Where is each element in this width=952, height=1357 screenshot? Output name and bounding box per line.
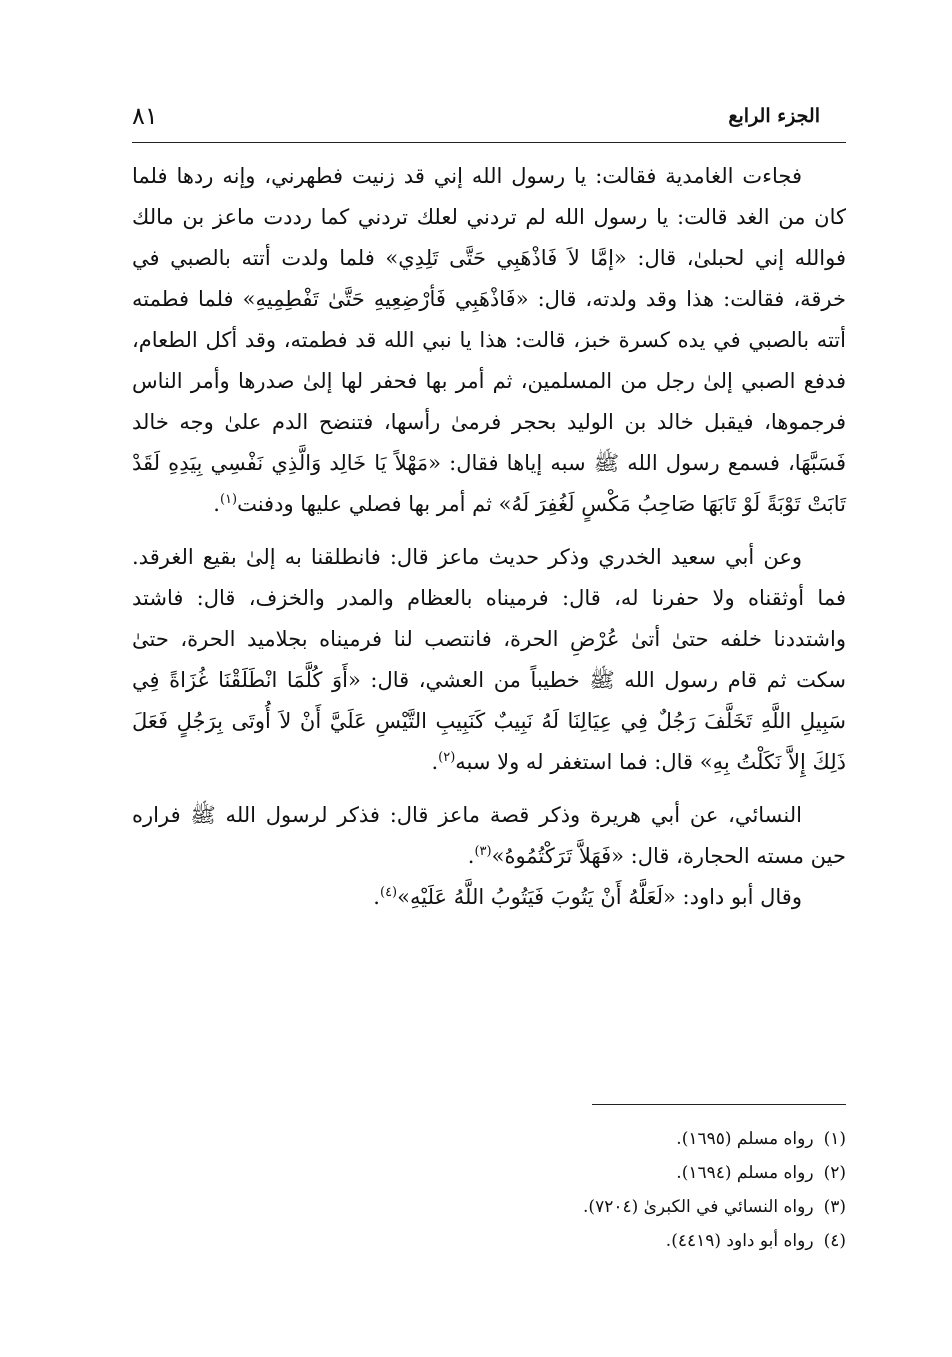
paragraph-end-mark: . [431,750,439,774]
paragraph-ghamidiya [132,156,846,525]
footnote-text: رواه مسلم (١٦٩٥). [676,1129,814,1149]
footnote-rule [592,1104,846,1105]
footnote-number: (٣) [823,1197,846,1217]
footnote-text: رواه النسائي في الكبرىٰ (٧٢٠٤). [583,1197,814,1217]
footnote-text: رواه أبو داود (٤٤١٩). [665,1231,814,1251]
page-header [132,98,820,134]
body-text [132,156,846,930]
footnotes [300,1122,846,1258]
paragraph-end-mark: . [467,844,475,868]
footnote-text: رواه مسلم (١٦٩٤). [676,1163,814,1183]
footnote-number: (٢) [823,1163,846,1183]
footnote-item [300,1224,846,1258]
footnote-item [300,1122,846,1156]
footnote-number: (١) [823,1129,846,1149]
paragraph-text: النسائي، عن أبي هريرة وذكر قصة ماعز قال: فذكر لرسول الله ﷺ فراره حين مسته الحجارة، قال: «فَهَلاَّ تَرَكْتُمُوهُ» [132,803,846,868]
paragraph-abu-dawud [132,877,846,918]
footnote-ref: (١) [219,492,238,507]
paragraph-end-mark: . [213,492,220,516]
footnote-ref: (٢) [438,750,456,765]
page-number: ٨١ [132,102,158,130]
footnote-number: (٤) [823,1231,846,1251]
paragraph-abu-said [132,537,846,783]
running-title: الجزء الرابع [728,105,820,127]
footnote-item [300,1190,846,1224]
paragraph-text: وقال أبو داود: «لَعَلَّهُ أَنْ يَتُوبَ فَيَتُوبُ اللَّهُ عَلَيْهِ» [397,885,802,909]
footnote-item [300,1156,846,1190]
paragraph-text: فجاءت الغامدية فقالت: يا رسول الله إني قد زنيت فطهرني، وإنه ردها فلما كان من الغد قالت: يا رسول الله لم تردني لعلك تردني كما رددت ماعز بن مالك فوالله إني لحبلىٰ، قال: «إمَّا لاَ فَاذْهَبِي حَتَّى تَلِدِي» فلما ولدت أتته بالصبي في خرقة، فقالت: هذا وقد ولدته، قال: «فَاذْهَبِي فَأرْضِعِيهِ حَتَّىٰ تَفْطِمِيهِ» فلما فطمته أتته بالصبي في يده كسرة خبز، قالت: هذا يا نبي الله قد فطمته، وقد أكل الطعام، فدفع الصبي إلىٰ رجل من المسلمين، ثم أمر بها فحفر لها إلىٰ صدرها وأمر الناس فرجموها، فيقبل خالد بن الوليد بحجر فرمىٰ رأسها، فتنضح الدم علىٰ وجه خالد فَسَبَّهَا، فسمع رسول الله ﷺ سبه إياها فقال: «مَهْلاً يَا خَالِد وَالَّذِي نَفْسِي بِيَدِهِ لَقَدْ تَابَتْ تَوْبَةً لَوْ تَابَهَا صَاحِبُ مَكْسٍ لَغُفِرَ لَهُ» ثم أمر بها فصلي عليها ودفنت [132,164,846,516]
header-rule [132,142,846,143]
paragraph-nasai [132,795,846,877]
paragraph-text: وعن أبي سعيد الخدري وذكر حديث ماعز قال: فانطلقنا به إلىٰ بقيع الغرقد. فما أوثقناه ولا حفرنا له، قال: فرميناه بالعظام والمدر والخزف، قال: فاشتد واشتددنا خلفه حتىٰ أتىٰ عُرْضِ الحرة، فانتصب لنا فرميناه بجلاميد الحرة، حتىٰ سكت ثم قام رسول الله ﷺ خطيباً من العشي، قال: «أَوَ كُلَّمَا انْطَلَقْنَا غُزَاةً فِي سَبِيلِ اللَّهِ تَخَلَّفَ رَجُلٌ فِي عِيَالِنَا لَهُ نَبِيبٌ كَنَبِيبِ التَّيْسِ عَلَيَّ أَنْ لاَ أُوتَى بِرَجُلٍ فَعَلَ ذَلِكَ إِلاَّ نَكَلْتُ بِهِ» قال: فما استغفر له ولا سبه [132,545,846,774]
footnote-ref: (٤) [379,885,398,900]
footnote-ref: (٣) [474,844,492,859]
paragraph-end-mark: . [373,885,380,909]
